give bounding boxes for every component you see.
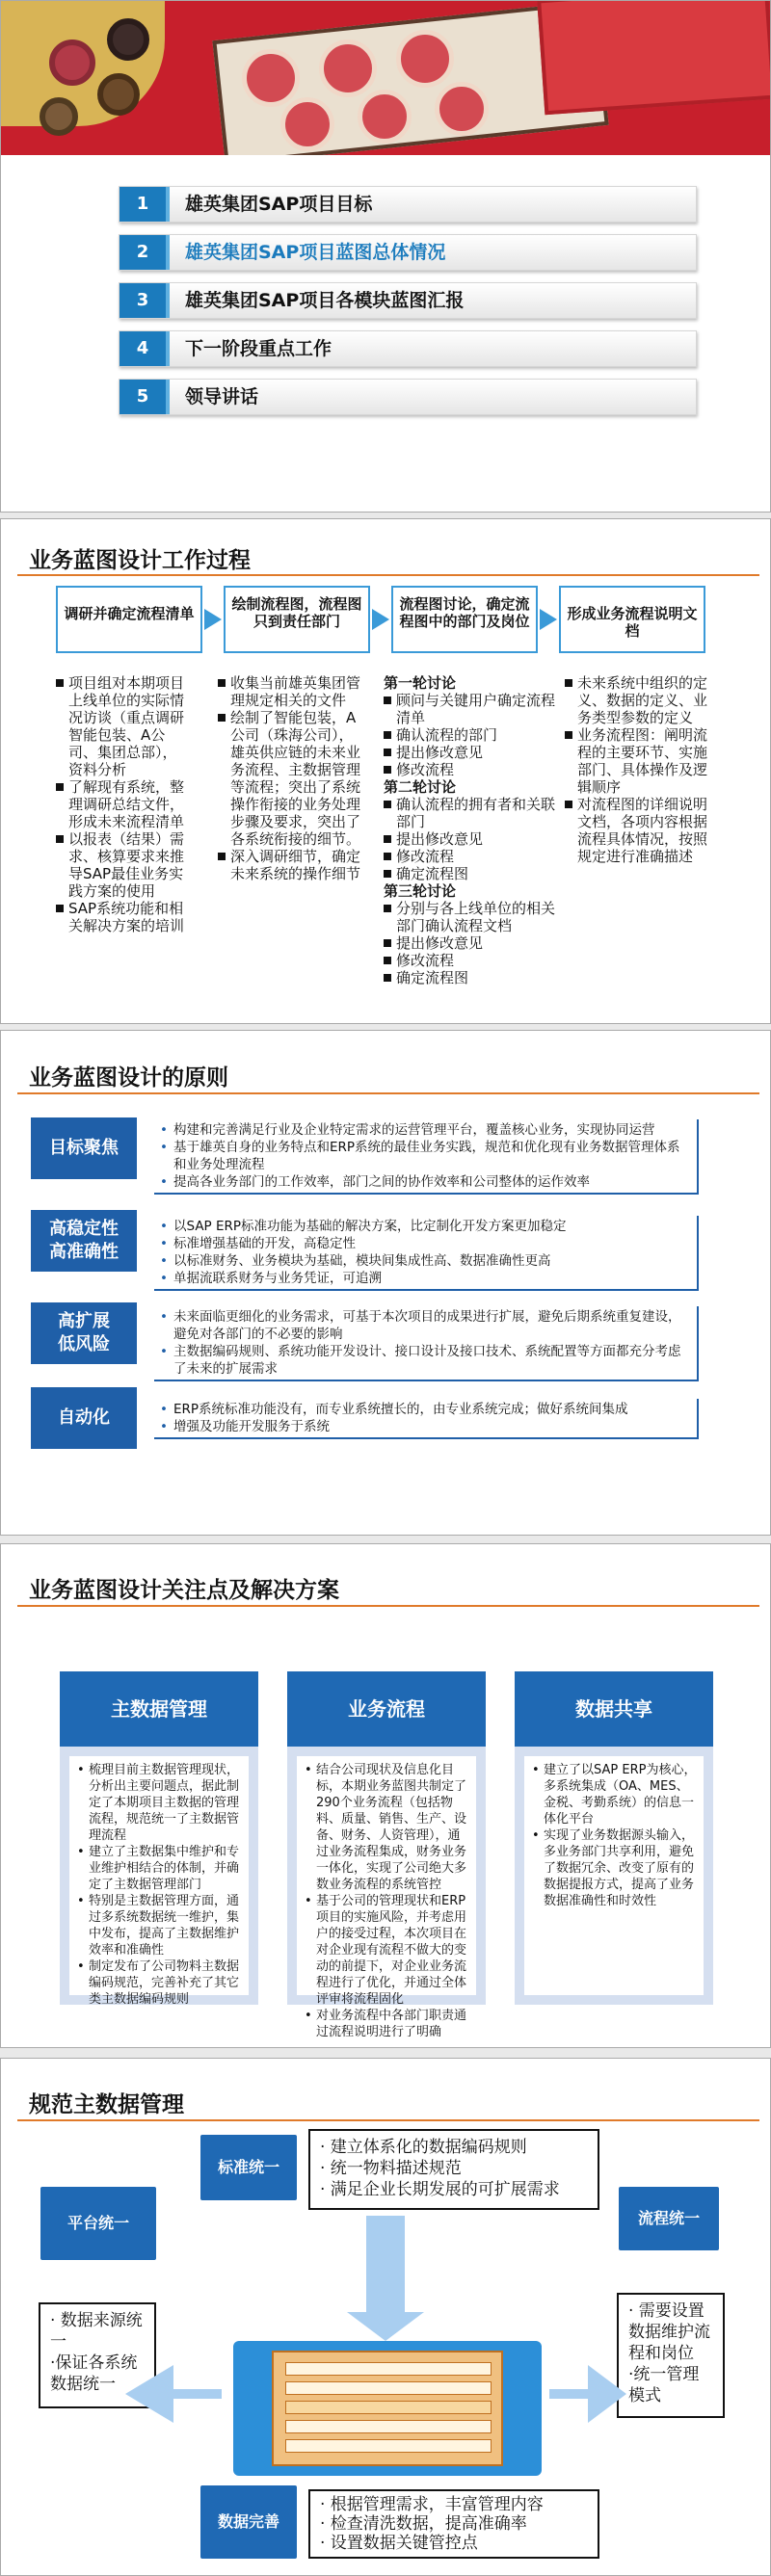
tag-data: 数据完善: [200, 2485, 297, 2559]
list-item: • 主数据编码规则、系统功能开发设计、接口设计及接口技术、系统配置等方面都充分考虑了未来的扩展需求: [160, 1343, 693, 1378]
principle-body: [154, 1306, 699, 1381]
tag-process: 流程统一: [619, 2187, 719, 2250]
text-line: · 检查清洗数据，提高准确率: [320, 2514, 527, 2534]
mooncake-banner-image: [1, 1, 771, 155]
toc-item[interactable]: [119, 330, 697, 367]
step-arrow: [372, 609, 389, 630]
text-line: · 需要设置数据维护流程和岗位: [628, 2301, 710, 2363]
slide-title: 业务蓝图设计关注点及解决方案: [29, 1578, 339, 1603]
list-item: • 特别是主数据管理方面，通过多系统数据统一维护，集中发布，提高了主数据维护效率和准确性: [77, 1893, 243, 1958]
list-item: • 未来面临更细化的业务需求，可基于本次项目的成果进行扩展，避免后期系统重复建设，避免对各部门的不必要的影响: [160, 1308, 693, 1343]
arrow-left: [125, 2365, 222, 2423]
list-item: • 实现了业务数据源头输入，多业务部门共享利用，避免了数据冗余、改变了原有的数据提报方式，提高了业务数据准确性和时效性: [532, 1827, 698, 1909]
arrow-down: [347, 2216, 424, 2341]
process-step: 绘制流程图，流程图只到责任部门: [224, 586, 370, 653]
text-line: · 满足企业长期发展的可扩展需求: [320, 2180, 560, 2199]
focus-card-header: 主数据管理: [60, 1671, 258, 1747]
toc-item[interactable]: [119, 282, 697, 319]
toc-label: 下一阶段重点工作: [185, 338, 332, 359]
list-item: • 增强及功能开发服务于系统: [160, 1418, 693, 1435]
list-item: 对流程图的详细说明文档，各项内容根据流程具体情况，按照规定进行准确描述: [565, 796, 711, 865]
list-item: • 建立了以SAP ERP为核心，多系统集成（OA、MES、金税、考勤系统）的信息一体化平台: [532, 1762, 698, 1827]
list-item: • 提高各业务部门的工作效率，部门之间的协作效率和公司整体的运作效率: [160, 1173, 693, 1191]
process-step: 形成业务流程说明文档: [559, 586, 705, 653]
title-divider: [17, 1092, 759, 1094]
principle-label: 高稳定性 高准确性: [31, 1210, 137, 1272]
principle-label: 高扩展 低风险: [31, 1302, 137, 1364]
list-item: • 建立了主数据集中维护和专业维护相结合的体制，并确定了主数据管理部门: [77, 1844, 243, 1893]
list-item: 修改流程: [384, 952, 555, 969]
list-item: • 单据流联系财务与业务凭证，可追溯: [160, 1270, 693, 1287]
list-item: • 制定发布了公司物料主数据编码规范，完善补充了其它类主数据编码规则: [77, 1958, 243, 2008]
toc-number: 4: [120, 331, 170, 366]
text-line: · 设置数据关键管控点: [320, 2534, 478, 2553]
text-line: · 统一物料描述规范: [320, 2159, 462, 2178]
toc-label: 雄英集团SAP项目蓝图总体情况: [185, 242, 446, 263]
slide-title: 业务蓝图设计工作过程: [29, 548, 251, 573]
toc-label: 领导讲话: [185, 386, 259, 407]
list-item: 收集当前雄英集团管理规定相关的文件: [218, 674, 360, 709]
focus-card-header: 数据共享: [515, 1671, 713, 1747]
principle-body: [154, 1216, 699, 1291]
slide-title: 规范主数据管理: [29, 2092, 184, 2117]
text-line: ·统一管理模式: [628, 2365, 700, 2405]
principle-label: 目标聚焦: [31, 1117, 137, 1179]
principle-label: 自动化: [31, 1387, 137, 1449]
step-arrow: [204, 609, 222, 630]
process-column-4: [565, 674, 711, 865]
text-line: · 根据管理需求，丰富管理内容: [320, 2495, 544, 2514]
list-item: 分别与各上线单位的相关部门确认流程文档: [384, 900, 555, 934]
slide-agenda: [0, 0, 771, 513]
list-item: 确定流程图: [384, 969, 555, 986]
list-item: • ERP系统标准功能没有，而专业系统擅长的，由专业系统完成；做好系统间集成: [160, 1401, 693, 1418]
list-item: SAP系统功能和相关解决方案的培训: [56, 900, 191, 934]
focus-card-body: [515, 1747, 713, 2005]
toc-number: 2: [120, 235, 170, 270]
slide-title: 业务蓝图设计的原则: [29, 1065, 228, 1091]
list-item: • 以SAP ERP标准功能为基础的解决方案，比定制化开发方案更加稳定: [160, 1218, 693, 1235]
list-item: 绘制了智能包装，A公司（珠海公司），雄英供应链的未来业务流程、主数据管理等流程；突出了系统操作衔接的业务处理步骤及要求，突出了各系统衔接的细节。: [218, 709, 360, 848]
system-architecture-graphic: [233, 2341, 542, 2476]
list-item: 提出修改意见: [384, 744, 555, 761]
list-item: 深入调研细节，确定未来系统的操作细节: [218, 848, 360, 882]
round-heading: 第一轮讨论: [384, 674, 457, 692]
list-item: 未来系统中组织的定义、数据的定义、业务类型参数的定义: [565, 674, 711, 726]
list-item: 项目组对本期项目上线单位的实际情况访谈（重点调研智能包装、A公司、集团总部），资料分析: [56, 674, 191, 778]
list-item: • 基于公司的管理现状和ERP项目的实施风险，并考虑用户的接受过程，本次项目在对企业现有流程不做大的变动的前提下，对企业业务流程进行了优化，并通过全体评审将流程固化: [305, 1893, 470, 2008]
data-text: [308, 2489, 599, 2559]
list-item: • 梳理目前主数据管理现状，分析出主要问题点，据此制定了本期项目主数据的管理流程，规范统一了主数据管理流程: [77, 1762, 243, 1844]
list-item: 提出修改意见: [384, 830, 555, 848]
toc-number: 3: [120, 283, 170, 318]
title-divider: [17, 574, 759, 576]
focus-card-body: [60, 1747, 258, 2005]
standard-text: [308, 2129, 599, 2210]
list-item: • 基于雄英自身的业务特点和ERP系统的最佳业务实践，规范和优化现有业务数据管理体系和业务处理流程: [160, 1139, 693, 1173]
list-item: • 构建和完善满足行业及企业特定需求的运营管理平台，覆盖核心业务，实现协同运营: [160, 1121, 693, 1139]
process-column-2: [218, 674, 360, 882]
toc-label: 雄英集团SAP项目目标: [185, 194, 373, 215]
text-line: · 数据来源统一: [50, 2311, 143, 2352]
list-item: • 标准增强基础的开发，高稳定性: [160, 1235, 693, 1252]
list-item: 确定流程图: [384, 865, 555, 882]
list-item: 修改流程: [384, 761, 555, 778]
tag-standard: 标准统一: [200, 2135, 297, 2200]
process-column-3: [384, 674, 555, 986]
toc-number: 5: [120, 380, 170, 414]
list-item: 以报表（结果）需求、核算要求来推导SAP最佳业务实践方案的使用: [56, 830, 191, 900]
text-line: · 建立体系化的数据编码规则: [320, 2138, 527, 2157]
list-item: 了解现有系统，整理调研总结文件，形成未来流程清单: [56, 778, 191, 830]
step-arrow: [540, 609, 557, 630]
text-line: ·保证各系统数据统一: [50, 2353, 138, 2394]
list-item: • 对业务流程中各部门职责通过流程说明进行了明确: [305, 2008, 470, 2040]
round-heading: 第三轮讨论: [384, 882, 457, 900]
focus-card-header: 业务流程: [287, 1671, 486, 1747]
toc-number: 1: [120, 187, 170, 222]
principle-body: [154, 1119, 699, 1195]
list-item: 业务流程图：阐明流程的主要环节、实施部门、具体操作及逻辑顺序: [565, 726, 711, 796]
title-divider: [17, 2119, 759, 2121]
tag-platform: 平台统一: [40, 2187, 156, 2260]
toc-item[interactable]: [119, 234, 697, 271]
list-item: 确认流程的部门: [384, 726, 555, 744]
list-item: 顾问与关键用户确定流程清单: [384, 692, 555, 726]
focus-card-body: [287, 1747, 486, 2039]
principle-body: [154, 1399, 699, 1439]
list-item: 修改流程: [384, 848, 555, 865]
list-item: 提出修改意见: [384, 934, 555, 952]
list-item: • 以标准财务、业务模块为基础，模块间集成性高、数据准确性更高: [160, 1252, 693, 1270]
process-column-1: [56, 674, 191, 934]
toc-item[interactable]: [119, 186, 697, 223]
process-step: 流程图讨论，确定流程图中的部门及岗位: [391, 586, 538, 653]
list-item: 确认流程的拥有者和关联部门: [384, 796, 555, 830]
process-step: 调研并确定流程清单: [56, 586, 202, 653]
arrow-right: [549, 2365, 626, 2423]
round-heading: 第二轮讨论: [384, 778, 457, 796]
title-divider: [17, 1605, 759, 1607]
list-item: • 结合公司现状及信息化目标，本期业务蓝图共制定了290个业务流程（包括物料、质量、销售、生产、设备、财务、人资管理），通过业务流程集成，财务业务一体化，实现了公司绝大多数业务流程的系统管控: [305, 1762, 470, 1893]
toc-item[interactable]: [119, 379, 697, 415]
toc-label: 雄英集团SAP项目各模块蓝图汇报: [185, 290, 465, 311]
